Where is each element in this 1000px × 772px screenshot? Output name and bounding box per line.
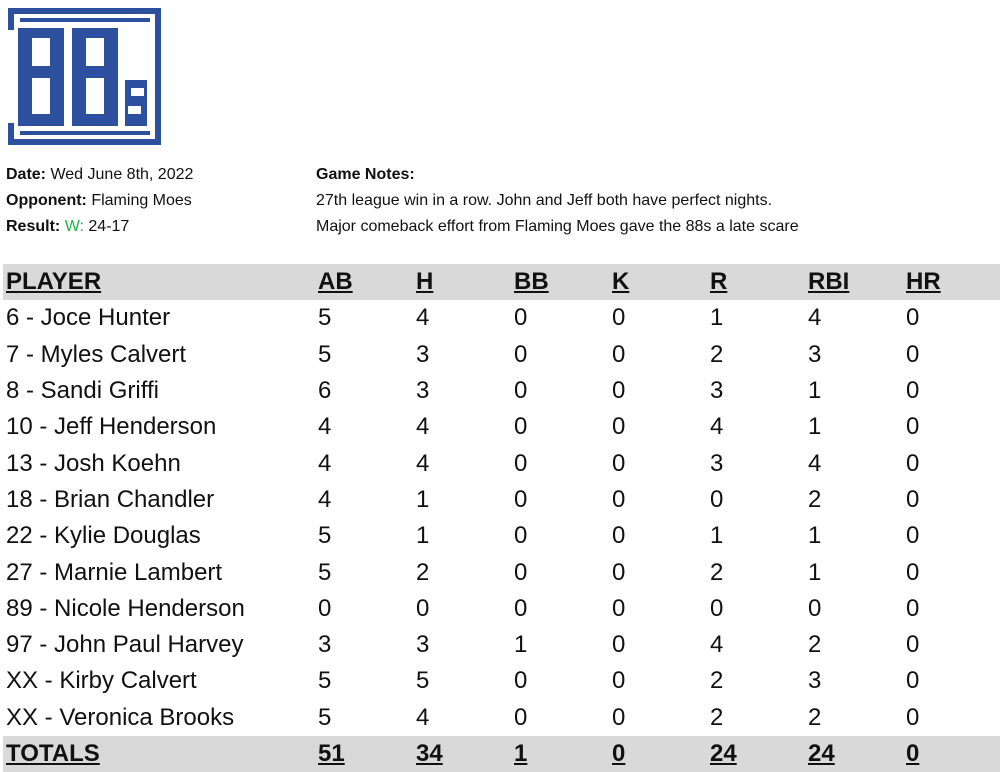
cell-k: 0: [612, 449, 626, 477]
cell-h: 3: [416, 340, 430, 368]
cell-rbi: 4: [808, 304, 822, 332]
totals-row: [3, 736, 1000, 772]
date-label: Date:: [6, 166, 47, 183]
cell-bb: 0: [514, 304, 528, 332]
opponent-line: [6, 188, 193, 214]
team-logo: [8, 8, 161, 145]
header-row: [3, 264, 1000, 300]
cell-player: 97 - John Paul Harvey: [6, 631, 244, 659]
cell-k: 0: [612, 703, 626, 731]
cell-k: 0: [612, 413, 626, 441]
cell-ab: 4: [318, 449, 332, 477]
cell-hr: 0: [906, 703, 920, 731]
cell-player: XX - Kirby Calvert: [6, 667, 197, 695]
cell-k: 0: [612, 631, 626, 659]
cell-k: 0: [612, 594, 626, 622]
cell-player: 89 - Nicole Henderson: [6, 594, 245, 622]
cell-h: 4: [416, 413, 430, 441]
totals-hr: 0: [906, 740, 920, 767]
cell-r: 2: [710, 558, 724, 586]
cell-player: 22 - Kylie Douglas: [6, 522, 201, 550]
header-rbi: RBI: [808, 268, 850, 296]
cell-hr: 0: [906, 522, 920, 550]
cell-player: 18 - Brian Chandler: [6, 485, 215, 513]
date-value: Wed June 8th, 2022: [50, 166, 194, 183]
cell-rbi: 1: [808, 377, 822, 405]
table-row: [3, 700, 1000, 736]
table-row: [3, 373, 1000, 409]
cell-hr: 0: [906, 377, 920, 405]
cell-hr: 0: [906, 413, 920, 441]
table-row: [3, 518, 1000, 554]
cell-player: 8 - Sandi Griffi: [6, 377, 159, 405]
cell-h: 4: [416, 449, 430, 477]
notes-line: Major comeback effort from Flaming Moes gave the 88s a late scare: [316, 218, 799, 235]
cell-hr: 0: [906, 631, 920, 659]
table-footer: [3, 736, 1000, 772]
cell-ab: 0: [318, 594, 332, 622]
cell-rbi: 1: [808, 413, 822, 441]
88s-logo-icon: [8, 8, 161, 145]
cell-hr: 0: [906, 667, 920, 695]
cell-rbi: 3: [808, 340, 822, 368]
cell-k: 0: [612, 304, 626, 332]
cell-h: 5: [416, 667, 430, 695]
cell-h: 4: [416, 304, 430, 332]
cell-bb: 0: [514, 667, 528, 695]
table-header: [3, 264, 1000, 300]
table-row: [3, 591, 1000, 627]
cell-r: 2: [710, 667, 724, 695]
table-row: [3, 554, 1000, 590]
table-row: [3, 409, 1000, 445]
cell-rbi: 2: [808, 485, 822, 513]
result-label: Result:: [6, 218, 61, 235]
cell-rbi: 2: [808, 631, 822, 659]
cell-h: 3: [416, 377, 430, 405]
cell-k: 0: [612, 340, 626, 368]
cell-bb: 0: [514, 485, 528, 513]
cell-hr: 0: [906, 485, 920, 513]
cell-bb: 0: [514, 703, 528, 731]
cell-h: 1: [416, 522, 430, 550]
cell-h: 3: [416, 631, 430, 659]
cell-hr: 0: [906, 594, 920, 622]
header-hr: HR: [906, 268, 941, 296]
cell-ab: 5: [318, 703, 332, 731]
box-score-table: [3, 264, 1000, 772]
cell-ab: 5: [318, 667, 332, 695]
cell-k: 0: [612, 522, 626, 550]
cell-player: 10 - Jeff Henderson: [6, 413, 217, 441]
table-row: [3, 627, 1000, 663]
cell-r: 4: [710, 631, 724, 659]
cell-rbi: 2: [808, 703, 822, 731]
cell-ab: 5: [318, 340, 332, 368]
cell-bb: 0: [514, 594, 528, 622]
cell-k: 0: [612, 667, 626, 695]
cell-ab: 3: [318, 631, 332, 659]
cell-rbi: 3: [808, 667, 822, 695]
cell-rbi: 0: [808, 594, 822, 622]
cell-bb: 0: [514, 377, 528, 405]
cell-r: 0: [710, 594, 724, 622]
cell-hr: 0: [906, 340, 920, 368]
cell-h: 1: [416, 485, 430, 513]
cell-r: 1: [710, 304, 724, 332]
cell-ab: 4: [318, 413, 332, 441]
totals-r: 24: [710, 740, 737, 767]
cell-ab: 6: [318, 377, 332, 405]
cell-r: 2: [710, 703, 724, 731]
header-r: R: [710, 268, 728, 296]
table-row: [3, 663, 1000, 699]
result-outcome: W:: [64, 218, 84, 235]
cell-h: 0: [416, 594, 430, 622]
cell-r: 2: [710, 340, 724, 368]
opponent-value: Flaming Moes: [91, 192, 192, 209]
totals-k: 0: [612, 740, 626, 767]
cell-player: 13 - Josh Koehn: [6, 449, 181, 477]
header-player: PLAYER: [6, 268, 102, 296]
cell-hr: 0: [906, 304, 920, 332]
notes-line: 27th league win in a row. John and Jeff both have perfect nights.: [316, 192, 773, 209]
totals-bb: 1: [514, 740, 528, 767]
result-score: 24-17: [88, 218, 130, 235]
cell-ab: 5: [318, 522, 332, 550]
cell-bb: 0: [514, 340, 528, 368]
header-bb: BB: [514, 268, 549, 296]
cell-bb: 0: [514, 522, 528, 550]
cell-r: 3: [710, 377, 724, 405]
game-notes: [316, 162, 799, 240]
header-k: K: [612, 268, 630, 296]
game-info: [6, 162, 193, 240]
table-row: [3, 482, 1000, 518]
totals-h: 34: [416, 740, 443, 767]
cell-k: 0: [612, 485, 626, 513]
cell-r: 4: [710, 413, 724, 441]
cell-k: 0: [612, 377, 626, 405]
cell-ab: 4: [318, 485, 332, 513]
cell-hr: 0: [906, 449, 920, 477]
cell-bb: 0: [514, 449, 528, 477]
totals-label: TOTALS: [6, 740, 100, 767]
cell-rbi: 4: [808, 449, 822, 477]
notes-label: Game Notes:: [316, 166, 415, 183]
cell-player: 6 - Joce Hunter: [6, 304, 171, 332]
cell-ab: 5: [318, 558, 332, 586]
header-h: H: [416, 268, 434, 296]
cell-r: 0: [710, 485, 724, 513]
cell-bb: 1: [514, 631, 528, 659]
cell-player: 27 - Marnie Lambert: [6, 558, 223, 586]
table-row: [3, 337, 1000, 373]
cell-bb: 0: [514, 558, 528, 586]
result-line: [6, 214, 193, 240]
cell-h: 4: [416, 703, 430, 731]
cell-rbi: 1: [808, 558, 822, 586]
cell-player: XX - Veronica Brooks: [6, 703, 235, 731]
table-row: [3, 445, 1000, 481]
table-body: [3, 300, 1000, 736]
cell-bb: 0: [514, 413, 528, 441]
cell-player: 7 - Myles Calvert: [6, 340, 187, 368]
cell-rbi: 1: [808, 522, 822, 550]
totals-ab: 51: [318, 740, 345, 767]
cell-r: 1: [710, 522, 724, 550]
cell-ab: 5: [318, 304, 332, 332]
cell-r: 3: [710, 449, 724, 477]
date-line: [6, 162, 193, 188]
cell-k: 0: [612, 558, 626, 586]
totals-rbi: 24: [808, 740, 835, 767]
cell-h: 2: [416, 558, 430, 586]
opponent-label: Opponent:: [6, 192, 87, 209]
cell-hr: 0: [906, 558, 920, 586]
header-ab: AB: [318, 268, 353, 296]
table-row: [3, 300, 1000, 336]
